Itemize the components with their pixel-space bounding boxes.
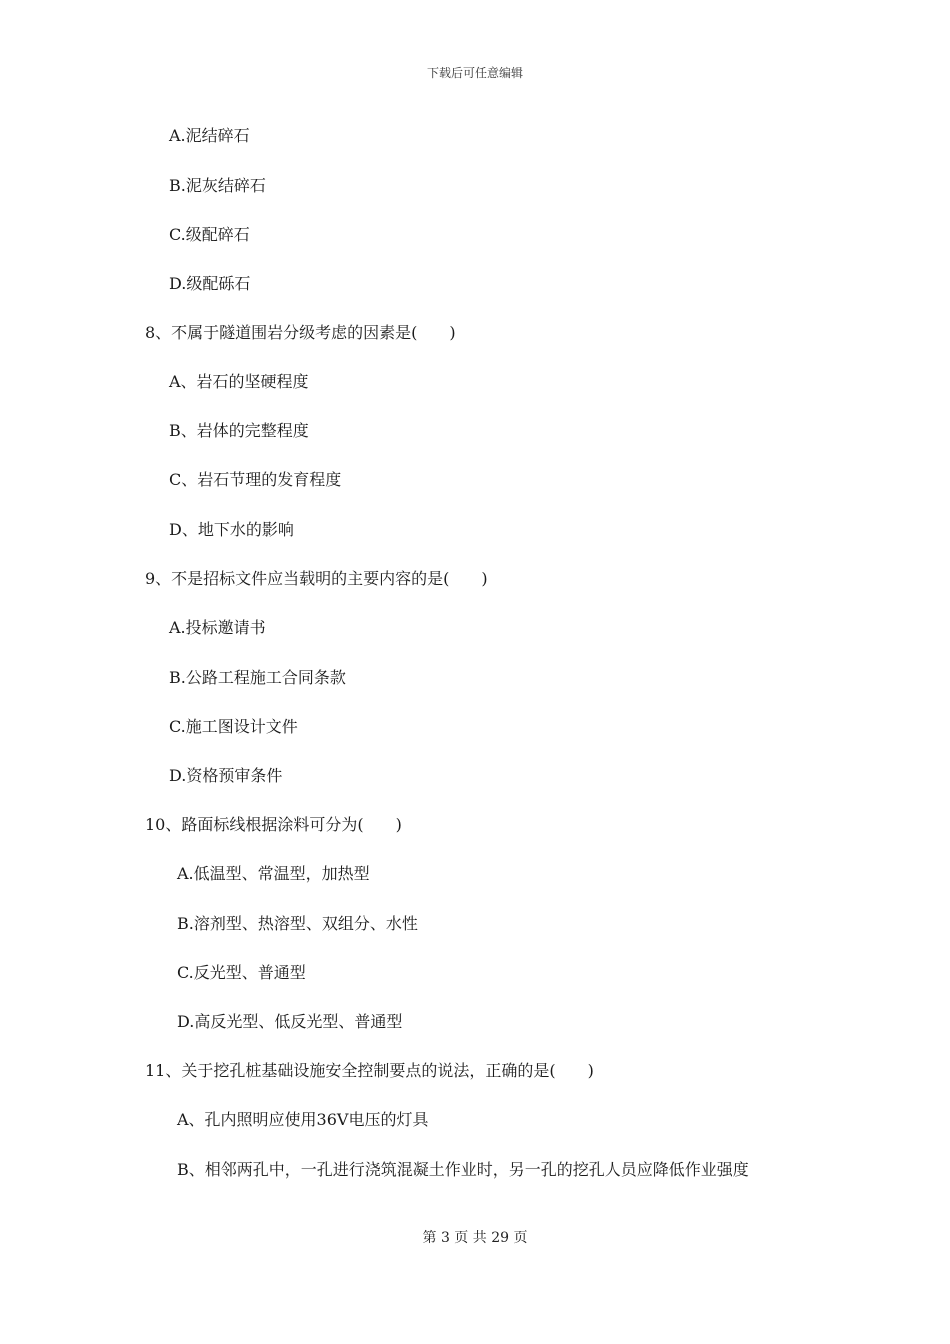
q9-option-b: B.公路工程施工合同条款 bbox=[169, 668, 346, 687]
q8-option-c: C、岩石节理的发育程度 bbox=[169, 470, 342, 489]
q10-option-d: D.高反光型、低反光型、普通型 bbox=[177, 1012, 403, 1031]
q10-stem: 10、路面标线根据涂料可分为( ) bbox=[145, 815, 402, 834]
q7-option-d: D.级配砾石 bbox=[169, 274, 251, 293]
q8-option-d: D、地下水的影响 bbox=[169, 520, 294, 539]
q7-option-a: A.泥结碎石 bbox=[169, 126, 250, 145]
q9-stem: 9、不是招标文件应当载明的主要内容的是( ) bbox=[145, 569, 488, 588]
q8-option-a: A、岩石的坚硬程度 bbox=[169, 372, 309, 391]
q11-option-b: B、相邻两孔中，一孔进行浇筑混凝土作业时，另一孔的挖孔人员应降低作业强度 bbox=[177, 1160, 749, 1179]
q10-option-b: B.溶剂型、热溶型、双组分、水性 bbox=[177, 914, 418, 933]
q8-option-b: B、岩体的完整程度 bbox=[169, 421, 309, 440]
q9-option-a: A.投标邀请书 bbox=[169, 618, 266, 637]
page-footer: 第 3 页 共 29 页 bbox=[422, 1230, 528, 1246]
q7-option-c: C.级配碎石 bbox=[169, 225, 250, 244]
q7-option-b: B.泥灰结碎石 bbox=[169, 176, 266, 195]
q9-option-c: C.施工图设计文件 bbox=[169, 717, 298, 736]
q10-option-c: C.反光型、普通型 bbox=[177, 963, 306, 982]
q9-option-d: D.资格预审条件 bbox=[169, 766, 283, 785]
q11-option-a: A、孔内照明应使用36V电压的灯具 bbox=[177, 1110, 429, 1129]
page-header: 下载后可任意编辑 bbox=[426, 66, 523, 80]
q11-stem: 11、关于挖孔桩基础设施安全控制要点的说法，正确的是( ) bbox=[145, 1061, 594, 1080]
q8-stem: 8、不属于隧道围岩分级考虑的因素是( ) bbox=[145, 323, 456, 342]
q10-option-a: A.低温型、常温型，加热型 bbox=[177, 864, 370, 883]
